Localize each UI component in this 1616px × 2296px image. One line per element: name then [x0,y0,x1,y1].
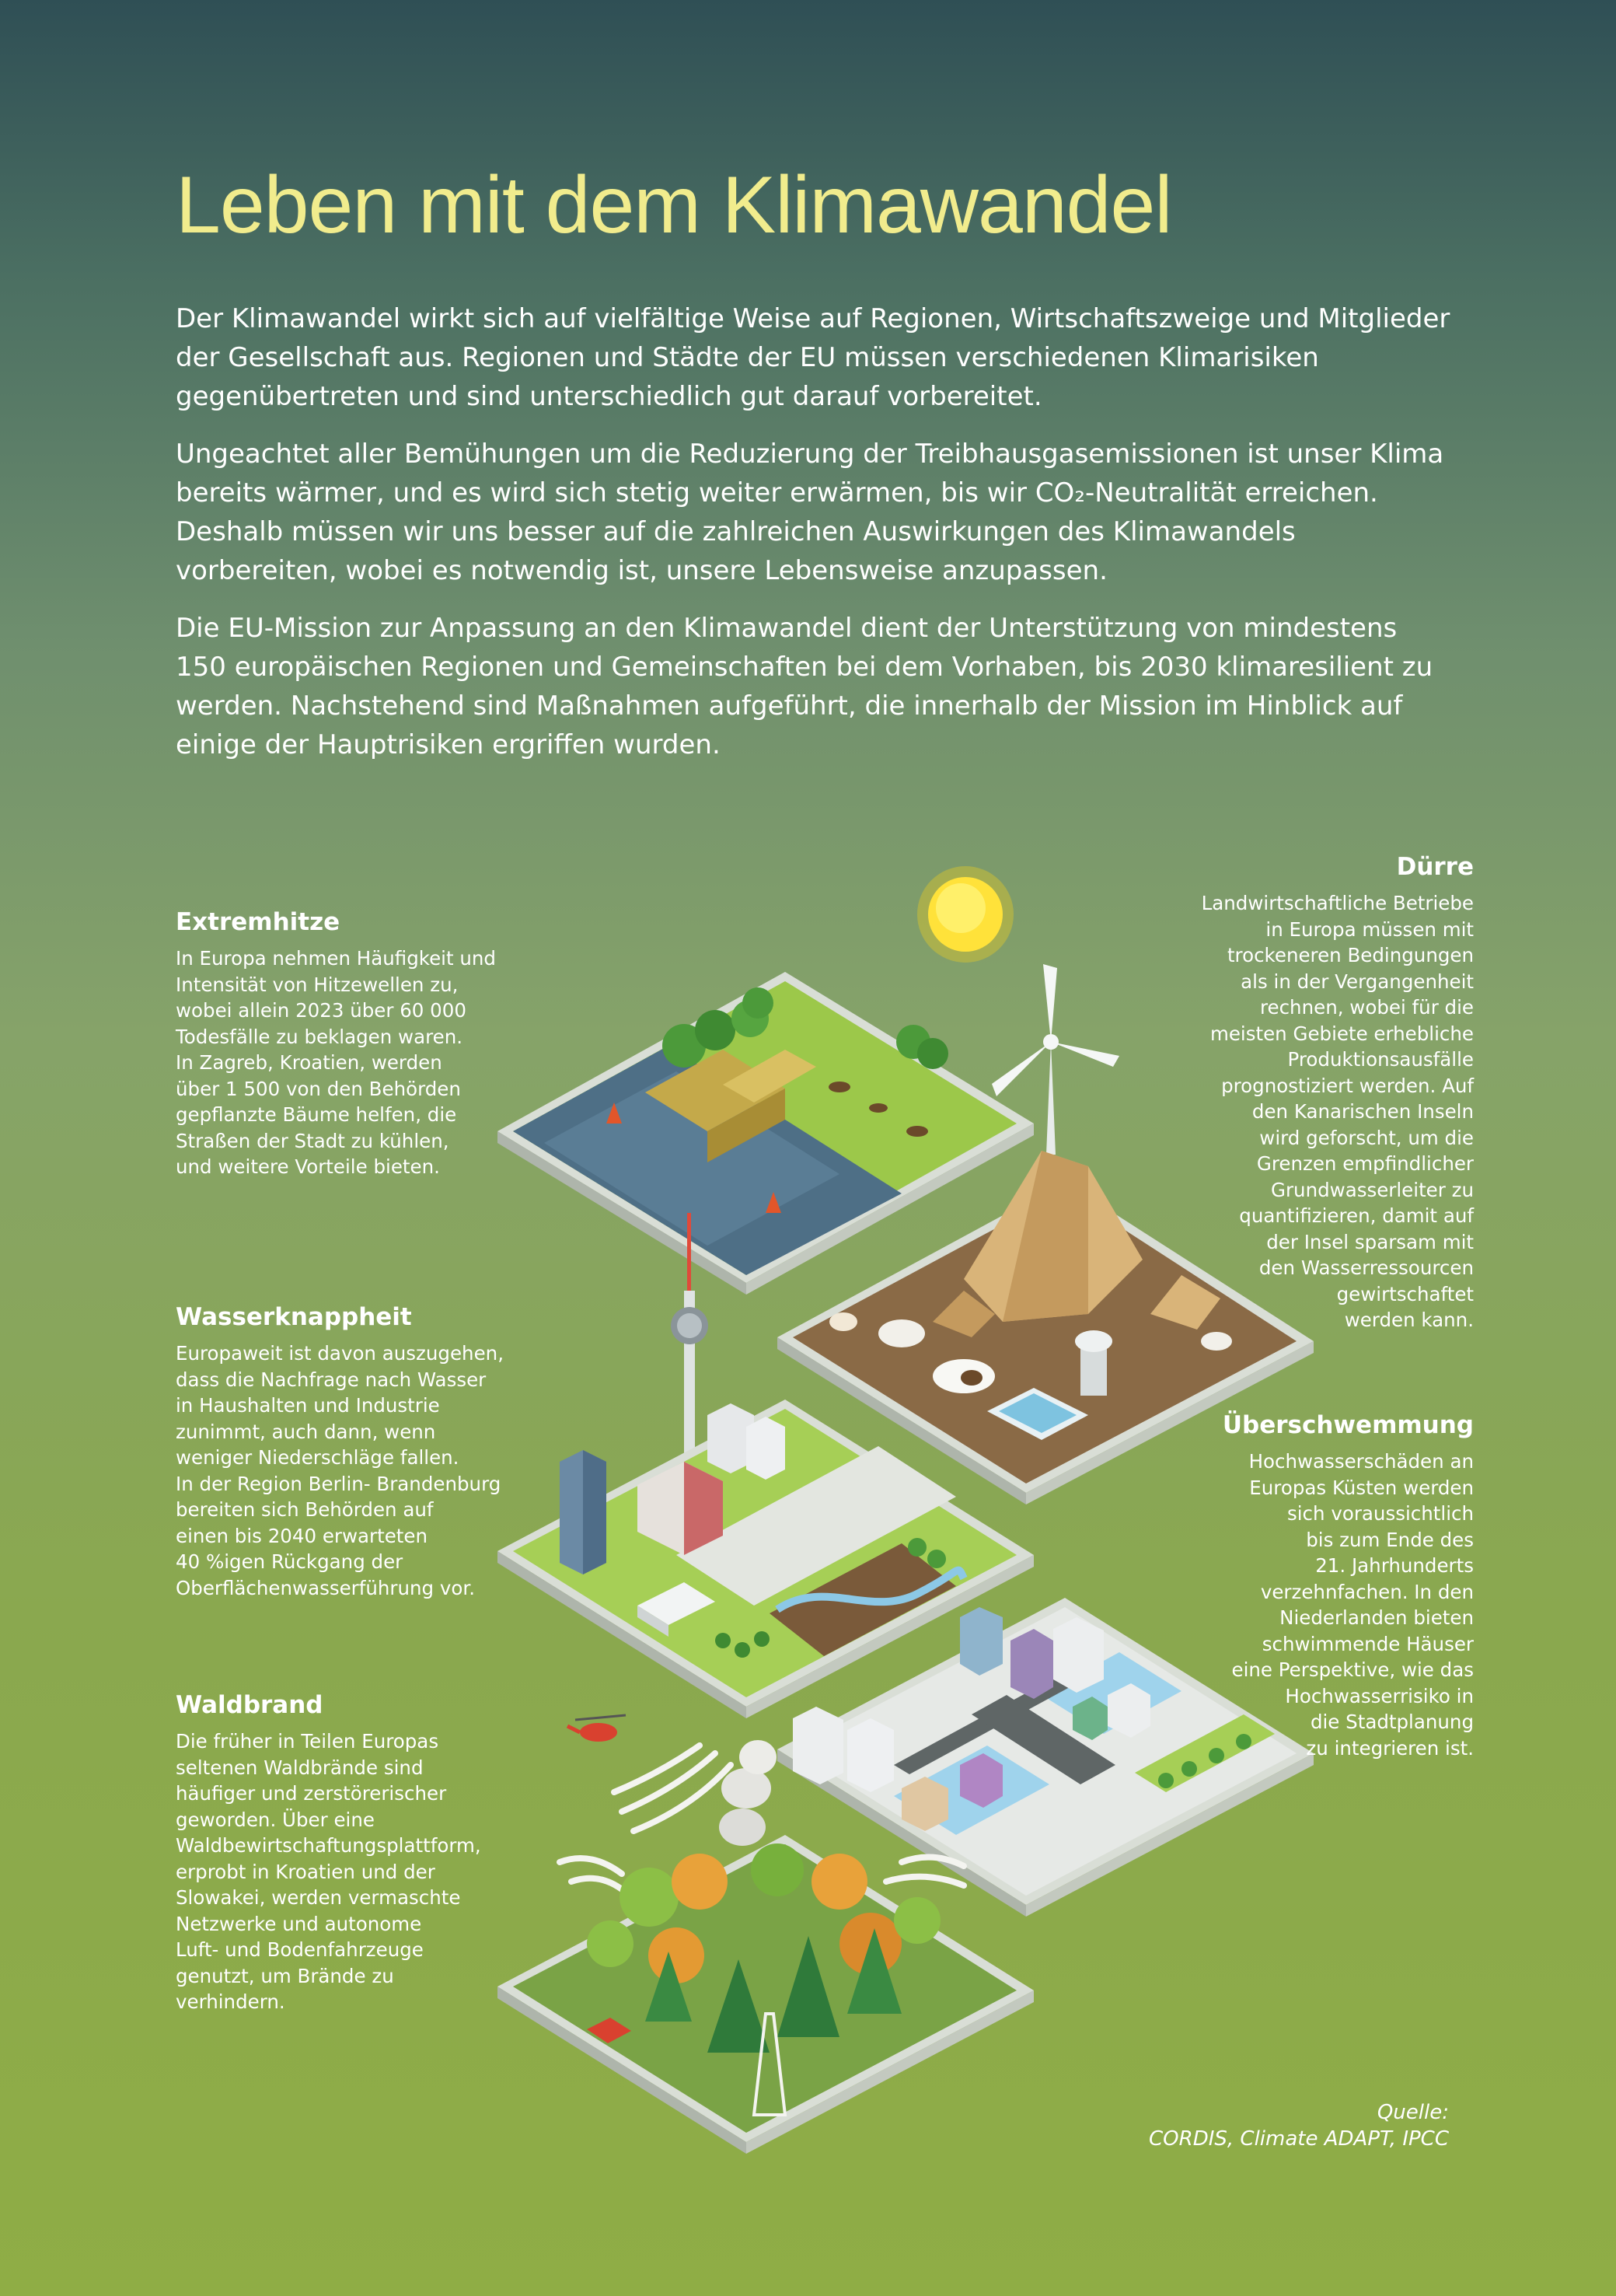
page-title: Leben mit dem Klimawandel [176,160,1172,250]
intro-paragraph-3: Die EU-Mission zur Anpassung an den Klimawandel dient der Unterstützung von mindestens 150 europäischen Regionen und Gemeinschaften bei dem Vorhaben, bis 2030 klimaresilient zu werden. Nachstehend sind Maßnahmen aufgeführt, die innerhalb der Mission im Hinblick auf einige der Hauptrisiken ergriffen wurden. [176,613,1433,760]
wasserknappheit-block [176,1303,533,1601]
ueberschwemmung-text: Hochwasserschäden an Europas Küsten werden sich voraussichtlich bis zum Ende des 21. Jahrhunderts verzehnfachen. In den Niederlanden bieten schwimmende Häuser eine Perspektive, wie das Hochwasserrisiko in die Stadtplanung zu integrieren ist. [1231,1450,1474,1760]
intro-paragraph-2: Ungeachtet aller Bemühungen um die Reduzierung der Treibhausgasemissionen ist unser Klima bereits wärmer, und es wird sich stetig weiter erwärmen, bis wir CO₂-Neutralität erreichen. Deshalb müssen wir uns besser auf die zahlreichen Auswirkungen des Klimawandels vorbereiten, wobei es notwendig ist, unsere Lebensweise anzupassen. [176,439,1444,586]
extremhitze-heading: Extremhitze [176,908,340,936]
wasserknappheit-heading: Wasserknappheit [176,1303,412,1331]
extremhitze-block [176,908,533,1180]
source-note [1149,2099,1449,2152]
waldbrand-heading: Waldbrand [176,1691,323,1719]
wasserknappheit-text: Europaweit ist davon auszugehen, dass die Nachfrage nach Wasser in Haushalten und Industrie zunimmt, auch dann, wenn weniger Niederschläge fallen. In der Region Berlin- Brandenburg bereiten sich Behörden auf einen bis 2040 erwarteten 40 %igen Rückgang der Oberflächenwasserführung vor. [176,1342,504,1599]
intro-paragraph-1: Der Klimawandel wirkt sich auf vielfältige Weise auf Regionen, Wirtschaftszweige und Mitglieder der Gesellschaft aus. Regionen und Städte der EU müssen verschiedenen Klimarisiken gegenübertreten und sind unterschiedlich gut darauf vorbereitet. [176,303,1450,412]
ueberschwemmung-block [1140,1411,1474,1761]
duerre-block [1140,853,1474,1333]
waldbrand-block [176,1691,533,2015]
ueberschwemmung-heading: Überschwemmung [1222,1411,1474,1439]
source-text: CORDIS, Climate ADAPT, IPCC [1149,2127,1449,2151]
waldbrand-text: Die früher in Teilen Europas seltenen Waldbrände sind häufiger und zerstörerischer geworden. Über eine Waldbewirtschaftungsplattform, erprobt in Kroatien und der Slowakei, werden vermaschte Netzwerke und autonome Luft- und Bodenfahrzeuge genutzt, um Brände zu verhindern. [176,1730,481,2013]
duerre-text: Landwirtschaftliche Betriebe in Europa müssen mit trockeneren Bedingungen als in der Vergangenheit rechnen, wobei für die meisten Gebiete erhebliche Produktionsausfälle prognostiziert werden. Auf den Kanarischen Inseln wird geforscht, um die Grenzen empfindlicher Grundwasserleiter zu quantifizieren, damit auf der Insel sparsam mit den Wasserressourcen gewirtschaftet werden kann. [1201,892,1474,1331]
source-label: Quelle: [1377,2101,1449,2124]
extremhitze-text: In Europa nehmen Häufigkeit und Intensität von Hitzewellen zu, wobei allein 2023 über 60 000 Todesfälle zu beklagen waren. In Zagreb, Kroatien, werden über 1 500 von den Behörden gepflanzte Bäume helfen, die Straßen der Stadt zu kühlen, und weitere Vorteile bieten. [176,947,496,1178]
helicopter-icon [567,1715,626,1742]
sun-icon [917,866,1014,963]
duerre-heading: Dürre [1396,853,1474,881]
